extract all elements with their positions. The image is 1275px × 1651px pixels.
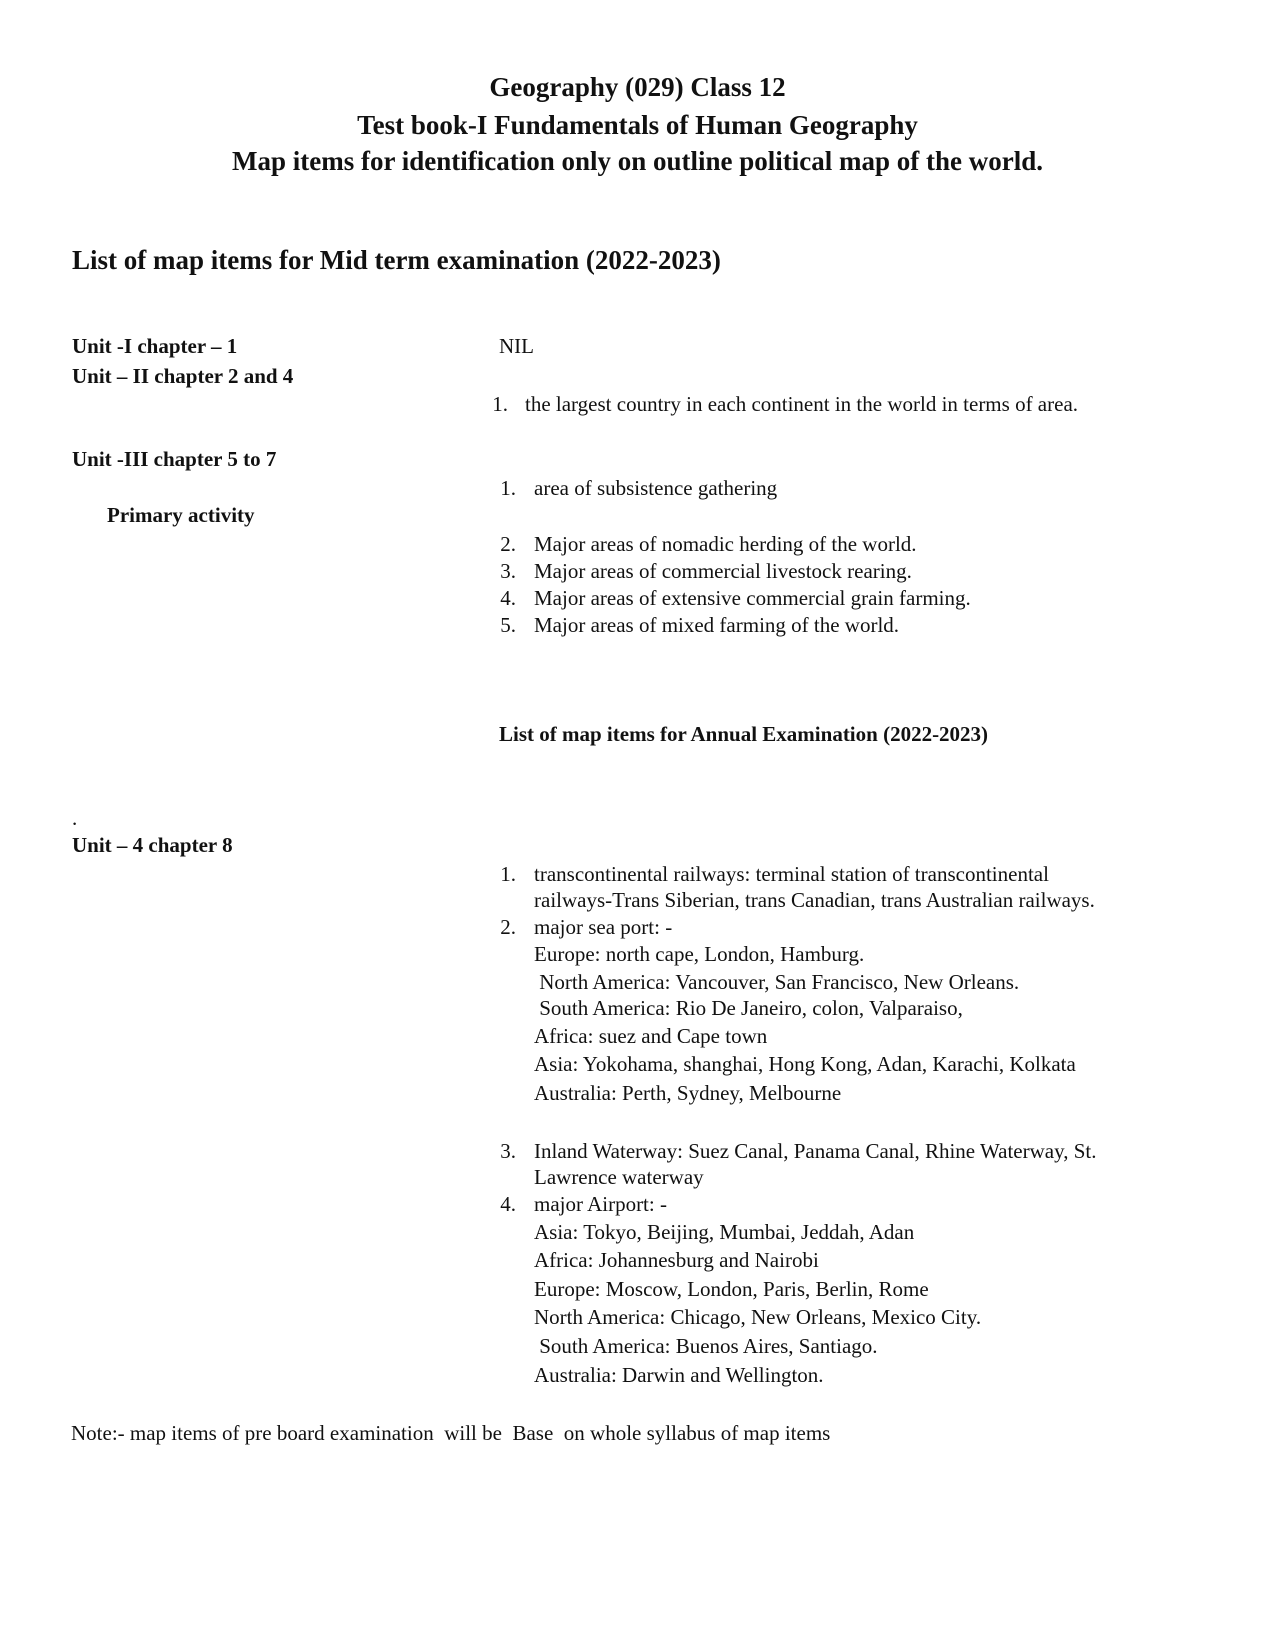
airport-line: Australia: Darwin and Wellington.	[534, 1363, 824, 1387]
sea-port-line: Europe: north cape, London, Hamburg.	[534, 942, 865, 966]
unit-2-item-text: the largest country in each continent in the world in terms of area.	[525, 392, 1079, 416]
sea-port-line: Australia: Perth, Sydney, Melbourne	[534, 1081, 842, 1105]
unit-3-item-text: area of subsistence gathering	[534, 476, 778, 500]
stray-dot: .	[72, 806, 78, 830]
unit-3-item-number: 3.	[500, 559, 516, 583]
waterway-line: Lawrence waterway	[534, 1165, 704, 1189]
unit-4-item-number: 4.	[500, 1192, 516, 1216]
unit-4-label: Unit – 4 chapter 8	[72, 833, 233, 857]
airport-line: Asia: Tokyo, Beijing, Mumbai, Jeddah, Adan	[534, 1220, 915, 1244]
airport-line: North America: Chicago, New Orleans, Mexico City.	[534, 1305, 982, 1329]
airport-line: Europe: Moscow, London, Paris, Berlin, Rome	[534, 1277, 929, 1301]
unit-3-item-text: Major areas of mixed farming of the world.	[534, 613, 900, 637]
unit-3-item-number: 2.	[500, 532, 516, 556]
airport-line: South America: Buenos Aires, Santiago.	[534, 1334, 878, 1358]
primary-activity-label: Primary activity	[107, 503, 255, 527]
airport-line: major Airport: -	[534, 1192, 667, 1216]
sea-port-line: North America: Vancouver, San Francisco, New Orleans.	[534, 970, 1020, 994]
unit-3-item-text: Major areas of extensive commercial grain farming.	[534, 586, 971, 610]
unit-1-label: Unit -I chapter – 1	[72, 334, 238, 358]
midterm-heading: List of map items for Mid term examination (2022-2023)	[72, 245, 721, 275]
doc-title-line-2: Test book-I Fundamentals of Human Geography	[357, 110, 918, 140]
doc-title-line-1: Geography (029) Class 12	[489, 72, 786, 102]
airport-line: Africa: Johannesburg and Nairobi	[534, 1248, 819, 1272]
unit-4-item-number: 3.	[500, 1139, 516, 1163]
unit-4-item-number: 2.	[500, 915, 516, 939]
unit-3-item-text: Major areas of commercial livestock rearing.	[534, 559, 912, 583]
railways-line: railways-Trans Siberian, trans Canadian, trans Australian railways.	[534, 888, 1095, 912]
sea-port-line: South America: Rio De Janeiro, colon, Valparaiso,	[534, 996, 963, 1020]
unit-3-item-number: 1.	[500, 476, 516, 500]
railways-line: transcontinental railways: terminal station of transcontinental	[534, 862, 1049, 886]
unit-3-item-number: 5.	[500, 613, 516, 637]
unit-3-label: Unit -III chapter 5 to 7	[72, 447, 277, 471]
waterway-line: Inland Waterway: Suez Canal, Panama Canal, Rhine Waterway, St.	[534, 1139, 1097, 1163]
unit-2-label: Unit – II chapter 2 and 4	[72, 364, 294, 388]
annual-heading: List of map items for Annual Examination (2022-2023)	[499, 722, 989, 746]
footer-note: Note:- map items of pre board examination will be Base on whole syllabus of map items	[71, 1421, 831, 1445]
sea-port-line: Asia: Yokohama, shanghai, Hong Kong, Adan, Karachi, Kolkata	[534, 1052, 1076, 1076]
unit-3-item-text: Major areas of nomadic herding of the world.	[534, 532, 917, 556]
doc-title-line-3: Map items for identification only on outline political map of the world.	[232, 146, 1043, 176]
sea-port-line: Africa: suez and Cape town	[534, 1024, 768, 1048]
unit-4-item-number: 1.	[500, 862, 516, 886]
unit-3-item-number: 4.	[500, 586, 516, 610]
sea-port-line: major sea port: -	[534, 915, 673, 939]
unit-1-value: NIL	[499, 334, 534, 358]
unit-2-item-number: 1.	[492, 392, 508, 416]
